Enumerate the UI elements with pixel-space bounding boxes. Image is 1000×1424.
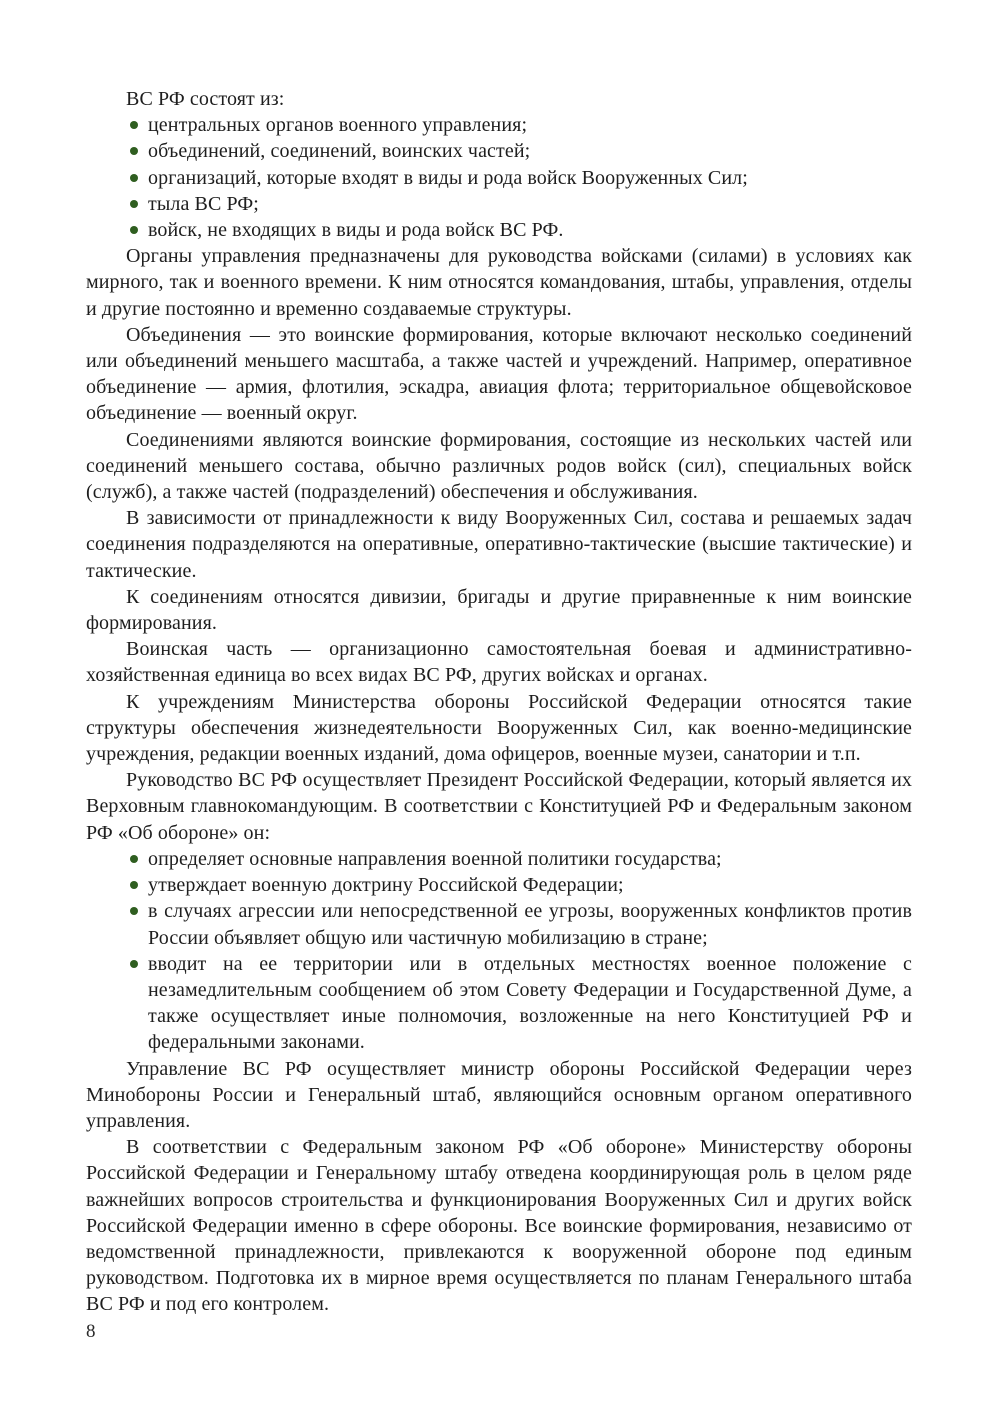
list-item: [86, 112, 912, 138]
list-item: [86, 898, 912, 950]
list-item: [86, 138, 912, 164]
list-item-text: центральных органов военного управления;: [148, 114, 528, 137]
bullet-dot-icon: [130, 121, 138, 129]
list-item-text: войск, не входящих в виды и рода войск ВС РФ.: [148, 219, 564, 242]
bullet-dot-icon: [130, 200, 138, 208]
paragraph-defense-law: В соответствии с Федеральным законом РФ «Об обороне» Министерству обороны Российской Федерации и Генеральному штабу отведена координирующая роль в целом ряде важнейших вопросов строительства и функционирования Вооруженных Сил и других войск Российской Федерации именно в сфере обороны. Все воинские формирования, независимо от ведомственной принадлежности, привлекаются к вооруженной обороне под единым руководством. Подготовка их в мирное время осуществляется по планам Генерального штаба ВС РФ и под его контролем.: [86, 1136, 912, 1316]
bullet-dot-icon: [130, 147, 138, 155]
paragraph-divisions: К соединениям относятся дивизии, бригады и другие приравненные к ним воинские формирования.: [86, 585, 912, 635]
paragraph-management: Управление ВС РФ осуществляет министр обороны Российской Федерации через Минобороны России и Генеральный штаб, являющийся основным органом оперативного управления.: [86, 1057, 912, 1132]
list-item: [86, 846, 912, 872]
paragraph-military-unit: Воинская часть — организационно самостоятельная боевая и административно-хозяйственная единица во всех видах ВС РФ, других войсках и органах.: [86, 638, 912, 687]
paragraph-control-bodies: Органы управления предназначены для руководства войсками (силами) в условиях как мирного, так и военного времени. К ним относятся командования, штабы, управления, отделы и другие постоянно и временно создаваемые структуры.: [86, 245, 912, 320]
bullet-dot-icon: [130, 855, 138, 863]
bullet-dot-icon: [130, 907, 138, 915]
bullet-dot-icon: [130, 226, 138, 234]
bullet-list-president-powers: [86, 846, 912, 1056]
list-item-text: определяет основные направления военной политики государства;: [148, 847, 722, 870]
list-item: [86, 951, 912, 1056]
page-number: 8: [86, 1321, 96, 1342]
list-item: [86, 165, 912, 191]
paragraph-unions: Объединения — это воинские формирования, которые включают несколько соединений или объединений меньшего масштаба, а также частей и учреждений. Например, оперативное объединение — армия, флотилия, эскадра, авиация флота; территориальное общевойсковое объединение — военный округ.: [86, 323, 912, 425]
list-item: [86, 217, 912, 243]
list-item-text: объединений, соединений, воинских частей;: [148, 140, 531, 163]
list-item-text: утверждает военную доктрину Российской Федерации;: [148, 874, 624, 897]
paragraph-leadership: Руководство ВС РФ осуществляет Президент Российской Федерации, который является их Верховным главнокомандующим. В соответствии с Конституцией РФ и Федеральным законом РФ «Об обороне» он:: [86, 769, 912, 844]
list-item: [86, 191, 912, 217]
list-item-text: вводит на ее территории или в отдельных местностях военное положение с незамедлительным сообщением об этом Совету Федерации и Государственной Думе, а также осуществляет иные полномочия, возложенные на него Конституцией РФ и федеральными законами.: [148, 952, 912, 1054]
paragraph-formations: Соединениями являются воинские формирования, состоящие из нескольких частей или соединений меньшего состава, обычно различных родов войск (сил), специальных войск (служб), а также частей (подразделений) обеспечения и обслуживания.: [86, 428, 912, 504]
list-item: [86, 872, 912, 898]
bullet-dot-icon: [130, 174, 138, 182]
paragraph-institutions: К учреждениям Министерства обороны Российской Федерации относятся такие структуры обеспечения жизнедеятельности Вооруженных Сил, как военно-медицинские учреждения, редакции военных изданий, дома офицеров, военные музеи, санатории и т.п.: [86, 690, 912, 766]
list-item-text: в случаях агрессии или непосредственной ее угрозы, вооруженных конфликтов против России объявляет общую или частичную мобилизацию в стране;: [148, 900, 912, 949]
list-item-text: тыла ВС РФ;: [148, 192, 259, 215]
list-item-text: организаций, которые входят в виды и рода войск Вооруженных Сил;: [148, 166, 748, 189]
text-content: [86, 86, 912, 1318]
paragraph-intro: ВС РФ состоят из:: [126, 88, 285, 110]
bullet-list-composition: [86, 112, 912, 243]
bullet-dot-icon: [130, 881, 138, 889]
bullet-dot-icon: [130, 960, 138, 968]
paragraph-classification: В зависимости от принадлежности к виду Вооруженных Сил, состава и решаемых задач соединения подразделяются на оперативные, оперативно-тактические (высшие тактические) и тактические.: [86, 507, 912, 582]
